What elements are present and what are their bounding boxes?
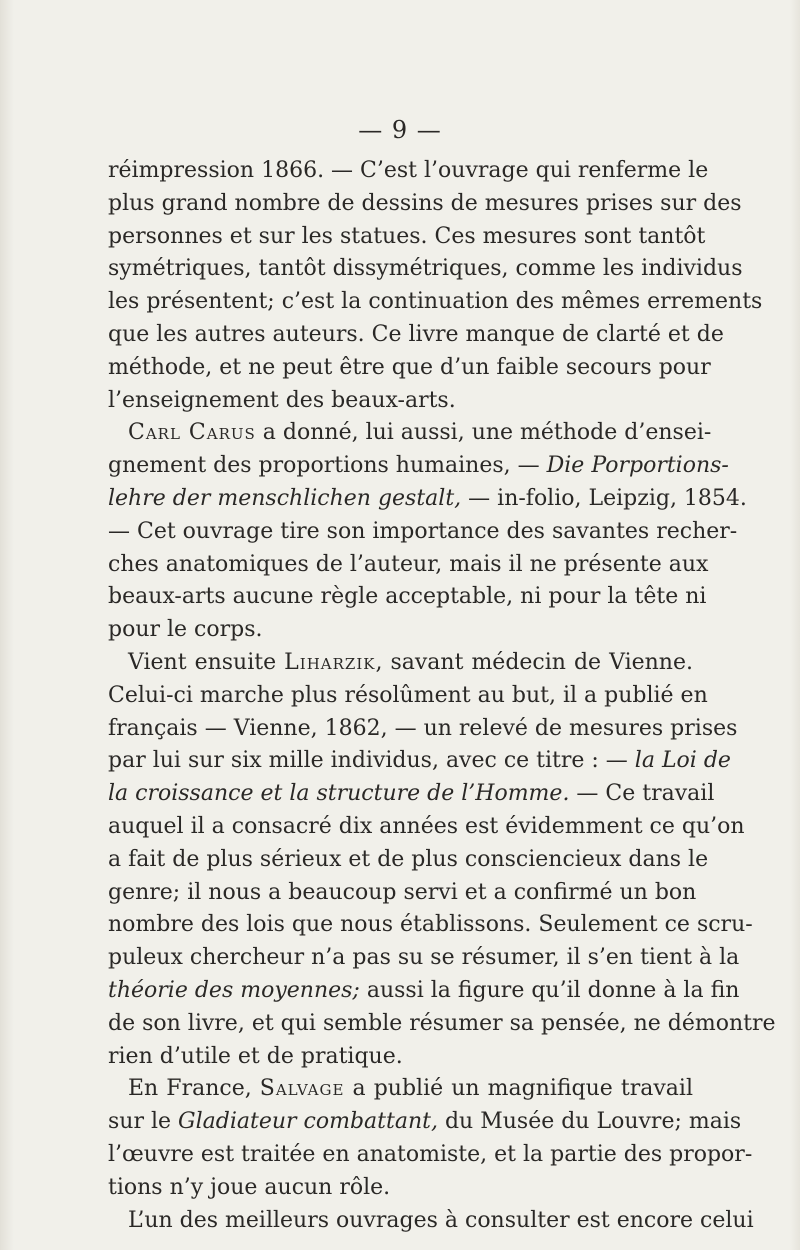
italic-title: Gladiateur combattant, [178,1109,438,1135]
text-line [108,713,738,746]
text-run: — in-folio, Leipzig, 1854. [461,485,747,511]
text-line [108,549,709,582]
text-line [108,450,729,483]
text-line [108,942,740,975]
text-line [108,1073,693,1106]
text-run: par lui sur six mille individus, avec ce titre : — [108,748,635,774]
text-run: a fait de plus sérieux et de plus consciencieux dans le [108,846,709,872]
text-run: En France, [128,1076,260,1102]
text-run: du Musée du Louvre; mais [437,1109,742,1135]
text-line [108,1205,754,1238]
text-run: — Ce travail [569,781,715,807]
italic-title: la croissance et la structure de l’Homme. [108,781,570,807]
page-edge-left [0,0,14,1250]
text-line [108,647,693,680]
text-run: aussi la figure qu’il donne à la fin [359,977,740,1003]
italic-title: Die Porportions- [546,453,729,479]
text-line [108,188,742,221]
text-run: a publié un magnifique travail [344,1076,693,1102]
text-line [108,1106,742,1139]
text-run: genre; il nous a beaucoup servi et a confirmé un bon [108,879,697,905]
text-line [108,516,738,549]
text-line [108,877,697,910]
text-run: pour le corps. [108,617,263,643]
text-line [108,385,693,418]
text-line [108,745,731,778]
text-line [108,1008,776,1041]
text-run: a donné, lui aussi, une méthode d’ensei- [255,420,712,446]
text-run: sur le [108,1109,179,1135]
text-line [108,614,693,647]
text-line [108,811,745,844]
text-run: l’œuvre est traitée en anatomiste, et la partie des propor- [108,1141,753,1167]
text-run: symétriques, tantôt dissymétriques, comme les individus [108,256,743,282]
text-run: auquel il a consacré dix années est évidemment ce qu’on [108,813,745,839]
page-number: — 9 — [358,116,442,144]
text-run: réimpression 1866. — C’est l’ouvrage qui renferme le [108,158,709,183]
text-run: gnement des proportions humaines, — [108,453,547,479]
text-line [108,909,753,942]
text-run: Vient ensuite [128,649,285,675]
text-run: personnes et sur les statues. Ces mesures sont tantôt [108,223,706,249]
text-line [108,319,724,352]
page-edge-right [790,0,800,1250]
text-line [108,155,709,188]
text-line [108,1172,693,1205]
text-line [108,778,715,811]
text-run: , savant médecin de Vienne. [375,649,693,675]
italic-title: la Loi de [634,748,731,774]
text-run: L’un des meilleurs ouvrages à consulter est encore celui [128,1207,754,1233]
text-line [108,1139,753,1172]
italic-title: lehre der menschlichen gestalt, [108,485,462,511]
text-run: les présentent; c’est la continuation des mêmes errements [108,289,763,315]
text-run: nombre des lois que nous établissons. Seulement ce scru- [108,912,753,938]
text-run: puleux chercheur n’a pas su se résumer, il s’en tient à la [108,945,740,971]
italic-title: théorie des moyennes; [108,977,360,1003]
text-line [108,221,706,254]
text-run: beaux-arts aucune règle acceptable, ni pour la tête ni [108,584,707,610]
text-run: ches anatomiques de l’auteur, mais il ne présente aux [108,551,709,577]
author-name: Carl Carus [128,420,256,446]
text-run: l’enseignement des beaux-arts. [108,387,456,413]
author-name: Salvage [259,1076,345,1102]
text-line [108,975,740,1008]
text-run: Celui-ci marche plus résolûment au but, il a publié en [108,682,708,708]
text-run: que les autres auteurs. Ce livre manque de clarté et de [108,321,724,347]
text-line [108,581,707,614]
text-line [108,253,743,286]
text-line [108,483,747,516]
text-run: tions n’y joue aucun rôle. [108,1174,391,1200]
text-line [108,1041,693,1074]
body-text [108,155,776,1237]
text-run: plus grand nombre de dessins de mesures prises sur des [108,190,742,216]
text-run: méthode, et ne peut être que d’un faible secours pour [108,354,711,380]
text-run: français — Vienne, 1862, — un relevé de mesures prises [108,715,738,741]
text-run: rien d’utile et de pratique. [108,1043,403,1069]
text-run: de son livre, et qui semble résumer sa pensée, ne démontre [108,1010,776,1036]
text-line [108,417,712,450]
text-line [108,286,763,319]
text-line [108,844,709,877]
text-run: — Cet ouvrage tire son importance des savantes recher- [108,518,738,544]
text-line [108,680,708,713]
author-name: Liharzik [284,649,376,675]
text-line [108,352,711,385]
